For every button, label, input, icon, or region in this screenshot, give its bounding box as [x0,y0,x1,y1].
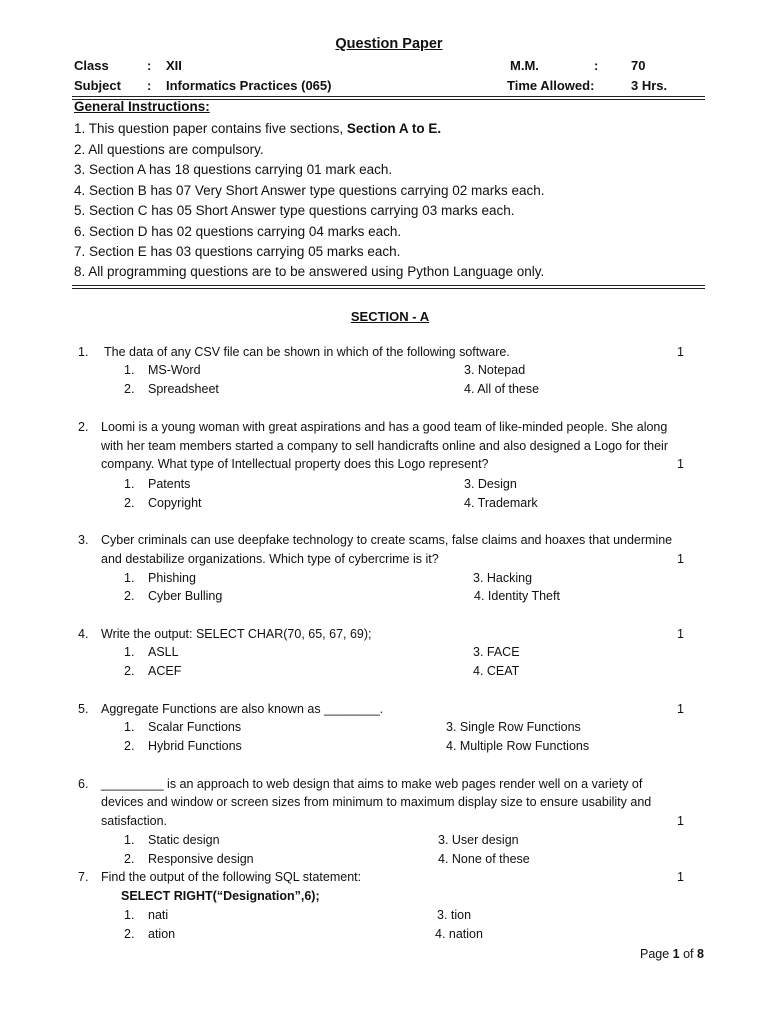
instruction-bold-text: Section A to E. [346,121,442,136]
option-text: 3. Single Row Functions [446,720,581,734]
instructions-heading: General Instructions: [74,99,210,114]
option-text: Patents [148,477,191,491]
option-text: 3. Hacking [473,571,533,585]
option-number: 1. [124,720,135,734]
subject-colon: : [147,78,152,93]
question-text: Aggregate Functions are also known as ________. [101,702,384,716]
time-allowed-value: 3 Hrs. [631,78,668,93]
option-text: Phishing [148,571,196,585]
instruction-item: 2. All questions are compulsory. [74,142,264,157]
max-marks-value: 70 [631,58,646,73]
option-text: 3. User design [438,833,519,847]
question-marks: 1 [677,457,684,471]
option-number: 2. [124,664,135,678]
question-marks: 1 [677,627,684,641]
header-divider [72,96,705,97]
instruction-item: 8. All programming questions are to be answered using Python Language only. [74,264,545,279]
option-text: Copyright [148,496,202,510]
option-text: Hybrid Functions [148,739,242,753]
question-text: Cyber criminals can use deepfake technology to create scams, false claims and hoaxes that undermine [101,533,673,547]
page-word: Page [640,947,673,961]
question-marks: 1 [677,870,684,884]
question-text: satisfaction. [101,814,168,828]
option-text: 4. All of these [464,382,540,396]
option-text: 3. Notepad [464,363,526,377]
page-current: 1 [672,947,680,961]
question-text: devices and window or screen sizes from minimum to maximum display size to ensure usability and [101,795,652,809]
question-number: 6. [78,777,89,791]
option-text: MS-Word [148,363,201,377]
option-text: 3. Design [464,477,517,491]
instruction-item: 5. Section C has 05 Short Answer type questions carrying 03 marks each. [74,203,515,218]
question-marks: 1 [677,345,684,359]
max-marks-colon: : [594,58,599,73]
option-number: 1. [124,645,135,659]
option-number: 2. [124,589,135,603]
question-number: 1. [78,345,89,359]
question-text: Loomi is a young woman with great aspirations and has a good team of like-minded people. She along [101,420,668,434]
page-total: 8 [697,947,704,961]
question-text: Write the output: SELECT CHAR(70, 65, 67, 69); [101,627,372,641]
option-text: ASLL [148,645,179,659]
question-text: company. What type of Intellectual property does this Logo represent? [101,457,489,471]
option-text: ation [148,927,176,941]
question-text: Find the output of the following SQL statement: [101,870,362,884]
instruction-text: 1. This question paper contains five sections, [74,121,347,136]
class-colon: : [147,58,152,73]
option-number: 2. [124,852,135,866]
question-text: and destabilize organizations. Which type of cybercrime is it? [101,552,439,566]
option-number: 1. [124,908,135,922]
question-number: 2. [78,420,89,434]
option-text: 4. Identity Theft [474,589,560,603]
option-text: Responsive design [148,852,254,866]
instructions-divider-thick [72,288,705,289]
time-allowed-label: Time Allowed: [507,78,595,93]
question-marks: 1 [677,814,684,828]
instructions-divider [72,285,705,286]
option-text: 4. None of these [438,852,530,866]
question-marks: 1 [677,702,684,716]
option-text: nati [148,908,169,922]
question-text: with her team members started a company to sell handicrafts online and also designed a Logo for their [101,439,668,453]
option-text: Spreadsheet [148,382,219,396]
of-word: of [679,947,697,961]
option-text: Cyber Bulling [148,589,223,603]
option-number: 2. [124,496,135,510]
option-text: 3. tion [437,908,472,922]
option-text: Static design [148,833,220,847]
question-text: The data of any CSV file can be shown in which of the following software. [104,345,510,359]
option-text: 3. FACE [473,645,520,659]
question-number: 4. [78,627,89,641]
subject-value: Informatics Practices (065) [166,78,332,93]
max-marks-label: M.M. [510,58,539,73]
option-number: 1. [124,363,135,377]
instruction-item: 4. Section B has 07 Very Short Answer type questions carrying 02 marks each. [74,183,545,198]
option-text: 4. Trademark [464,496,538,510]
paper-title: Question Paper [335,36,443,52]
option-text: ACEF [148,664,182,678]
instruction-item: 3. Section A has 18 questions carrying 01 mark each. [74,162,393,177]
option-number: 1. [124,833,135,847]
class-label: Class [74,58,109,73]
question-number: 3. [78,533,89,547]
instruction-item: 7. Section E has 03 questions carrying 05 marks each. [74,244,401,259]
option-text: 4. Multiple Row Functions [446,739,590,753]
instruction-item: 6. Section D has 02 questions carrying 04 marks each. [74,224,402,239]
option-number: 2. [124,927,135,941]
page-number [640,947,704,961]
instruction-item [74,121,441,136]
question-marks: 1 [677,552,684,566]
question-number: 7. [78,870,89,884]
option-number: 1. [124,477,135,491]
section-a-title: SECTION - A [350,309,430,324]
option-text: 4. CEAT [473,664,520,678]
option-number: 2. [124,739,135,753]
class-value: XII [166,58,182,73]
question-number: 5. [78,702,89,716]
option-number: 2. [124,382,135,396]
question-text: _________ is an approach to web design that aims to make web pages render well on a variety of [101,777,643,791]
option-text: 4. nation [435,927,483,941]
sql-statement: SELECT RIGHT(“Designation”,6); [121,889,320,903]
subject-label: Subject [74,78,121,93]
option-number: 1. [124,571,135,585]
option-text: Scalar Functions [148,720,242,734]
